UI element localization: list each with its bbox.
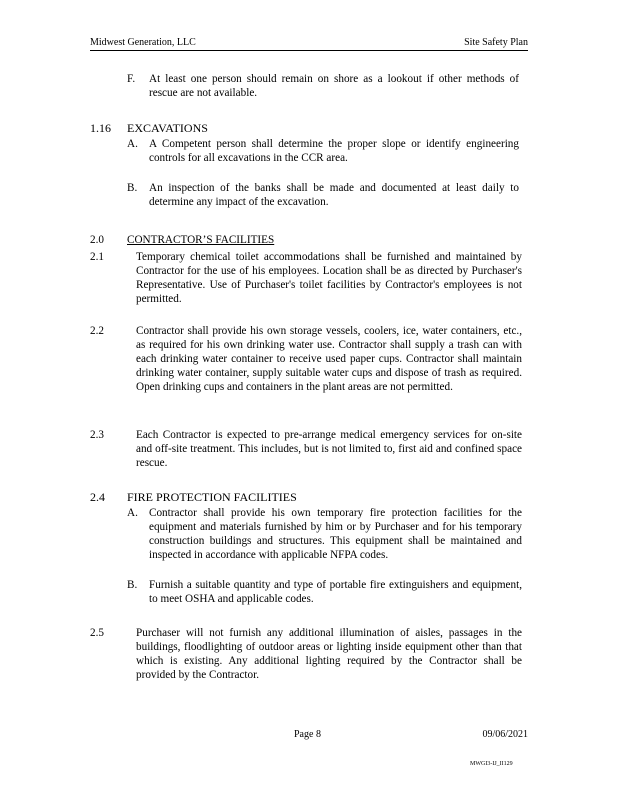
section-2-4-number: 2.4 bbox=[90, 490, 105, 504]
section-2-4-title: FIRE PROTECTION FACILITIES bbox=[127, 490, 297, 504]
section-2-2-text: Contractor shall provide his own storage vessels, coolers, ice, water containers, etc., as required for his own drinking water use. Contractor shall supply a trash can with each drinking water container to receive used paper cups. Contractor shall maintain drinking water container, supply suitable water cups and dispose of trash as required. Open drinking cups and containers in the plant areas are not permitted. bbox=[136, 325, 522, 393]
header-rule bbox=[90, 50, 528, 51]
section-2-0-title bbox=[127, 233, 297, 247]
item-f-text: At least one person should remain on shore as a lookout if other methods of rescue are not available. bbox=[149, 73, 519, 99]
section-2-3-text: Each Contractor is expected to pre-arrange medical emergency services for on-site and off-site treatment. This includes, but is not limited to, first aid and confined space rescue. bbox=[136, 429, 522, 469]
section-1-16-item-a-label: A. bbox=[127, 138, 138, 150]
section-2-3-number: 2.3 bbox=[90, 429, 104, 441]
section-2-0-number: 2.0 bbox=[90, 234, 104, 246]
header-doc-title: Site Safety Plan bbox=[464, 37, 528, 48]
section-1-16-item-b-label: B. bbox=[127, 182, 138, 194]
footer-doc-id: MWGI3-IJ_II129 bbox=[470, 761, 513, 767]
section-1-16-item-b-text: An inspection of the banks shall be made and documented at least daily to determine any impact of the excavation. bbox=[149, 182, 519, 208]
section-2-4-item-b-label: B. bbox=[127, 579, 138, 591]
section-2-4-item-a-label: A. bbox=[127, 507, 138, 519]
section-2-1-text: Temporary chemical toilet accommodations shall be furnished and maintained by Contractor for the use of his employees. Location shall be as directed by Purchaser's Representative. Use of Purchaser's toilet facilities by Contractor's employees is not permitted. bbox=[136, 251, 522, 305]
section-2-5-number: 2.5 bbox=[90, 627, 104, 639]
section-2-0-title-text: CONTRACTOR’S FACILITIES bbox=[127, 234, 275, 246]
section-2-5-text: Purchaser will not furnish any additional illumination of aisles, passages in the buildings, floodlighting of outdoor areas or lighting inside equipment other than that which is existing. Any additional lighting required by the Contractor shall be provided by the Contractor. bbox=[136, 627, 522, 681]
section-1-16-item-a-text: A Competent person shall determine the proper slope or identify engineering controls for all excavations in the CCR area. bbox=[149, 138, 519, 164]
footer-date: 09/06/2021 bbox=[482, 729, 528, 740]
footer-page-number: Page 8 bbox=[294, 729, 321, 740]
section-2-4-item-a-text: Contractor shall provide his own temporary fire protection facilities for the equipment and materials furnished by him or by Purchaser and for his temporary construction buildings and structures. This equipment shall be maintained and inspected in accordance with applicable NFPA codes. bbox=[149, 507, 522, 561]
section-1-16-title: EXCAVATIONS bbox=[127, 121, 208, 135]
header-company: Midwest Generation, LLC bbox=[90, 37, 196, 48]
section-2-2-number: 2.2 bbox=[90, 325, 104, 337]
section-1-16-number: 1.16 bbox=[90, 121, 111, 135]
item-f-label: F. bbox=[127, 73, 136, 85]
section-2-1-number: 2.1 bbox=[90, 251, 104, 263]
section-2-4-item-b-text: Furnish a suitable quantity and type of portable fire extinguishers and equipment, to meet OSHA and applicable codes. bbox=[149, 579, 522, 605]
